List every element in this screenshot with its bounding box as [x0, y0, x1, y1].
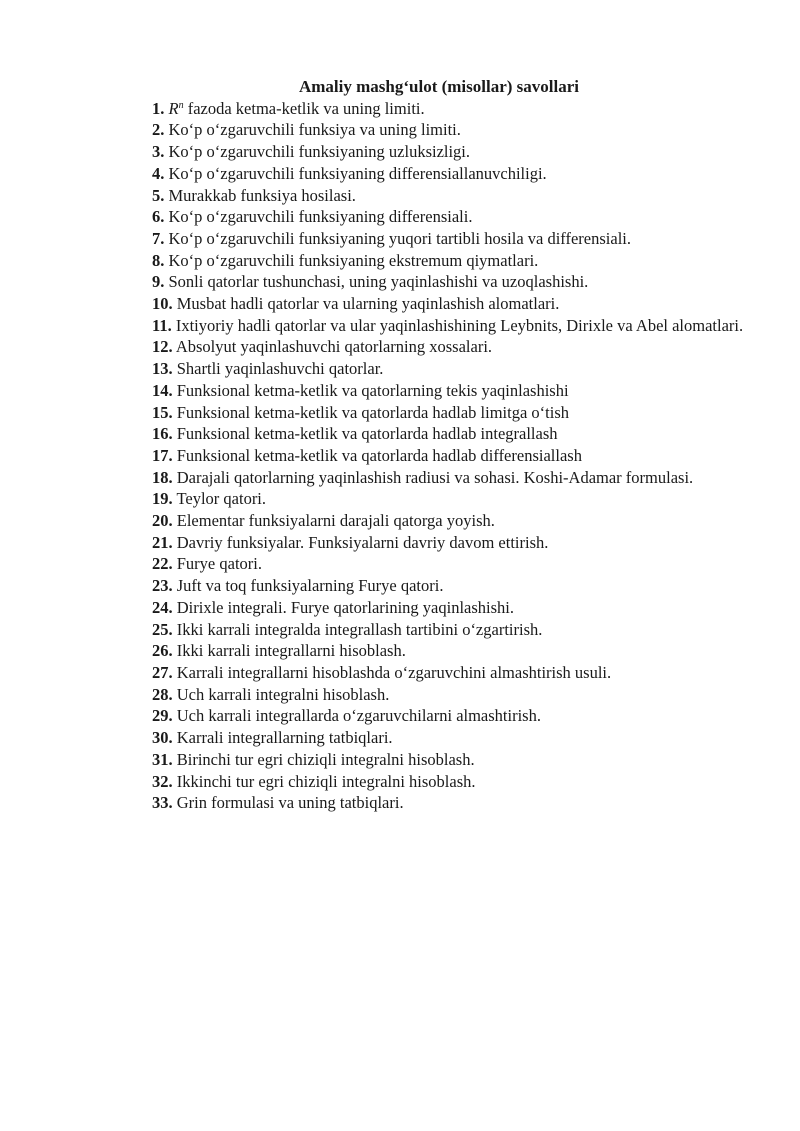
- question-item-29: [114, 705, 748, 727]
- question-item-16: [114, 423, 748, 445]
- question-number: 4.: [152, 163, 165, 183]
- question-number: 17.: [152, 445, 173, 465]
- question-item-9: [114, 271, 748, 293]
- question-text: Karrali integrallarning tatbiqlari.: [176, 728, 393, 748]
- question-text: Ko‘p o‘zgaruvchili funksiyaning ekstremum qiymatlari.: [168, 250, 539, 270]
- question-text: Sonli qatorlar tushunchasi, uning yaqinlashishi va uzoqlashishi.: [168, 272, 589, 292]
- question-item-30: [114, 727, 748, 749]
- question-number: 14.: [152, 380, 173, 400]
- question-text: Ko‘p o‘zgaruvchili funksiyaning differensiali.: [168, 207, 473, 227]
- question-text: Uch karrali integralni hisoblash.: [176, 684, 390, 704]
- question-item-10: [114, 293, 748, 315]
- question-text: Ko‘p o‘zgaruvchili funksiya va uning limiti.: [168, 120, 461, 140]
- question-text: Juft va toq funksiyalarning Furye qatori.: [176, 576, 444, 596]
- question-text: Funksional ketma-ketlik va qatorlarda hadlab differensiallash: [176, 445, 582, 465]
- question-item-4: [114, 163, 748, 185]
- question-text: Funksional ketma-ketlik va qatorlarda hadlab limitga o‘tish: [176, 402, 569, 422]
- question-number: 15.: [152, 402, 173, 422]
- question-item-25: [114, 619, 748, 641]
- question-number: 24.: [152, 597, 173, 617]
- question-number: 29.: [152, 706, 173, 726]
- question-text: Funksional ketma-ketlik va qatorlarda hadlab integrallash: [176, 424, 558, 444]
- question-item-27: [114, 662, 748, 684]
- question-number: 23.: [152, 576, 173, 596]
- question-item-7: [114, 228, 748, 250]
- question-text: Davriy funksiyalar. Funksiyalarni davriy davom ettirish.: [176, 532, 549, 552]
- question-item-32: [114, 771, 748, 793]
- question-item-26: [114, 640, 748, 662]
- question-item-8: [114, 250, 748, 272]
- question-number: 32.: [152, 771, 173, 791]
- question-number: 28.: [152, 684, 173, 704]
- question-text: Ikki karrali integralda integrallash tartibini o‘zgartirish.: [176, 619, 543, 639]
- math-symbol: R: [168, 98, 179, 118]
- question-text: Murakkab funksiya hosilasi.: [168, 185, 356, 205]
- question-item-20: [114, 510, 748, 532]
- question-item-21: [114, 532, 748, 554]
- question-item-2: [114, 119, 748, 141]
- question-text: Ko‘p o‘zgaruvchili funksiyaning uzluksizligi.: [168, 142, 471, 162]
- question-number: 22.: [152, 554, 173, 574]
- question-number: 33.: [152, 793, 173, 813]
- question-text: Karrali integrallarni hisoblashda o‘zgaruvchini almashtirish usuli.: [176, 662, 612, 682]
- question-text: fazoda ketma-ketlik va uning limiti.: [183, 98, 425, 118]
- question-text: Funksional ketma-ketlik va qatorlarning tekis yaqinlashishi: [176, 380, 569, 400]
- question-number: 8.: [152, 250, 165, 270]
- question-text: Darajali qatorlarning yaqinlashish radiusi va sohasi. Koshi-Adamar formulasi.: [176, 467, 694, 487]
- question-text: Teylor qatori.: [176, 489, 267, 509]
- question-number: 20.: [152, 511, 173, 531]
- question-item-11: [114, 315, 748, 337]
- question-text: Uch karrali integrallarda o‘zgaruvchilarni almashtirish.: [176, 706, 541, 726]
- question-item-33: [114, 792, 748, 814]
- question-number: 7.: [152, 228, 165, 248]
- question-number: 21.: [152, 532, 173, 552]
- question-text: Absolyut yaqinlashuvchi qatorlarning xossalari.: [175, 337, 493, 357]
- question-text: Shartli yaqinlashuvchi qatorlar.: [176, 359, 384, 379]
- question-item-5: [114, 185, 748, 207]
- question-text: Ko‘p o‘zgaruvchili funksiyaning yuqori tartibli hosila va differensiali.: [168, 228, 631, 248]
- question-number: 2.: [152, 120, 165, 140]
- question-number: 25.: [152, 619, 173, 639]
- question-number: 11.: [152, 315, 172, 335]
- question-item-28: [114, 684, 748, 706]
- question-item-31: [114, 749, 748, 771]
- question-item-15: [114, 402, 748, 424]
- question-item-23: [114, 575, 748, 597]
- question-text: Ikkinchi tur egri chiziqli integralni hisoblash.: [176, 771, 476, 791]
- question-text: Elementar funksiyalarni darajali qatorga yoyish.: [176, 511, 495, 531]
- question-text: Musbat hadli qatorlar va ularning yaqinlashish alomatlari.: [176, 294, 560, 314]
- question-number: 31.: [152, 749, 173, 769]
- question-item-22: [114, 553, 748, 575]
- question-item-17: [114, 445, 748, 467]
- question-item-18: [114, 467, 748, 489]
- document-page: [114, 76, 748, 814]
- question-number: 30.: [152, 728, 173, 748]
- question-number: 3.: [152, 142, 165, 162]
- question-text: Birinchi tur egri chiziqli integralni hisoblash.: [176, 749, 475, 769]
- question-number: 16.: [152, 424, 173, 444]
- question-item-6: [114, 206, 748, 228]
- math-superscript: n: [178, 99, 184, 111]
- question-text: Ikki karrali integrallarni hisoblash.: [176, 641, 406, 661]
- question-item-13: [114, 358, 748, 380]
- question-number: 12.: [152, 337, 173, 357]
- question-text: Ixtiyoriy hadli qatorlar va ular yaqinlashishining Leybnits, Dirixle va Abel alomatlari.: [175, 315, 744, 335]
- question-item-12: [114, 336, 748, 358]
- question-item-1: [114, 98, 748, 120]
- question-number: 26.: [152, 641, 173, 661]
- question-text: Grin formulasi va uning tatbiqlari.: [176, 793, 404, 813]
- document-title: Amaliy mashg‘ulot (misollar) savollari: [298, 77, 579, 96]
- question-text: Furye qatori.: [176, 554, 262, 574]
- question-item-24: [114, 597, 748, 619]
- question-item-3: [114, 141, 748, 163]
- question-number: 27.: [152, 662, 173, 682]
- question-number: 1.: [152, 98, 165, 118]
- question-number: 9.: [152, 272, 165, 292]
- question-text: Ko‘p o‘zgaruvchili funksiyaning differensiallanuvchiligi.: [168, 163, 547, 183]
- question-number: 10.: [152, 294, 173, 314]
- question-item-14: [114, 380, 748, 402]
- question-number: 5.: [152, 185, 165, 205]
- question-number: 13.: [152, 359, 173, 379]
- question-text: Dirixle integrali. Furye qatorlarining yaqinlashishi.: [176, 597, 515, 617]
- question-number: 18.: [152, 467, 173, 487]
- question-item-19: [114, 488, 748, 510]
- question-number: 19.: [152, 489, 173, 509]
- question-number: 6.: [152, 207, 165, 227]
